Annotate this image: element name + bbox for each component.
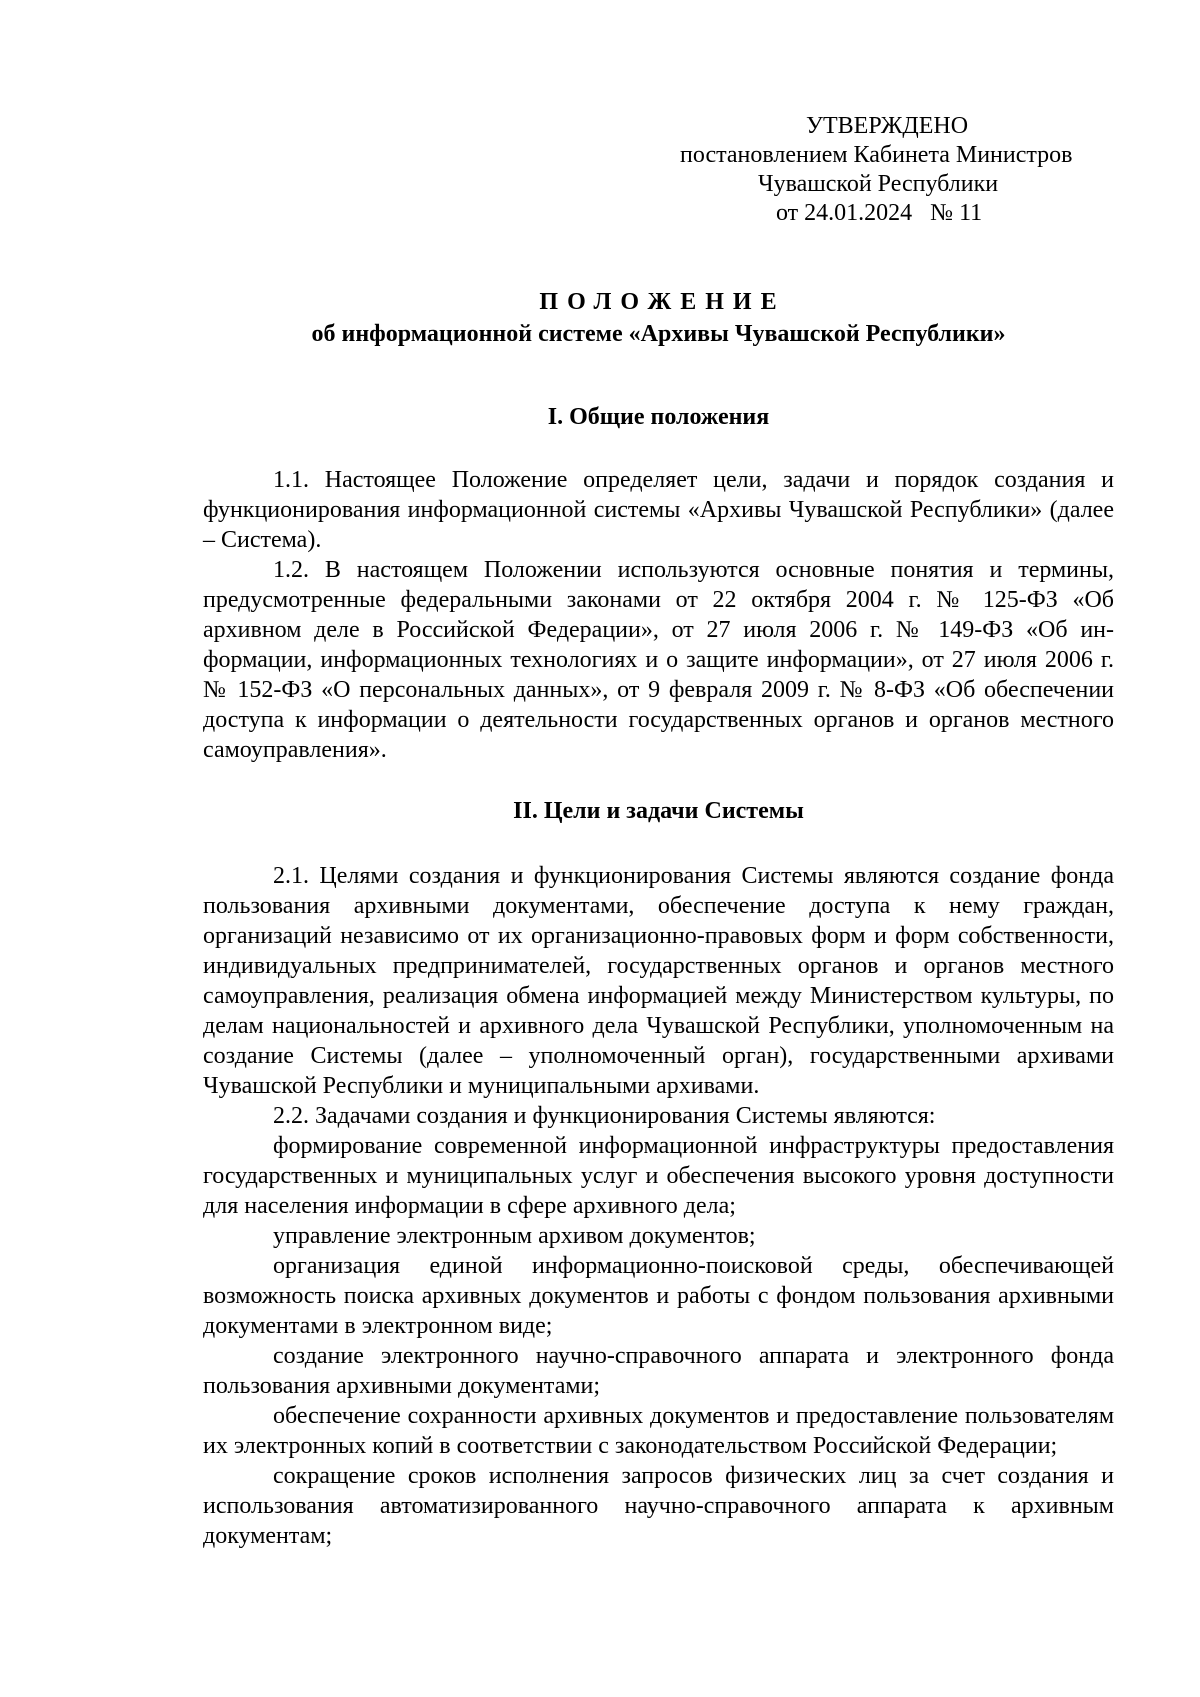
approval-authority: постановлением Кабинета Министров xyxy=(680,142,1073,168)
paragraph-1-1: 1.1. Настоящее Положение определяет цели, задачи и порядок создания и функционирования информационной системы «Архивы Чувашской Республики» (далее – Система). xyxy=(203,467,1114,553)
document-subtitle: об информационной системе «Архивы Чувашской Республики» xyxy=(311,321,1006,347)
paragraph-2-2: 2.2. Задачами создания и функционирования Системы являются: xyxy=(273,1103,936,1129)
approval-label: УТВЕРЖДЕНО xyxy=(806,113,969,139)
section-heading-general: I. Общие положения xyxy=(547,404,770,430)
task-item: формирование современной информационной инфраструктуры предоставления государственных и муниципальных услуг и обеспечения высокого уровня доступности для населения информации в сфере архивного дела; xyxy=(203,1133,1114,1219)
paragraph-1-2: 1.2. В настоящем Положении используются основные понятия и термины, предусмотренные федеральными законами от 22 октября 2004 г. № 125-ФЗ «Об архивном деле в Российской Федерации», от 27 июля 2006 г. № 149-ФЗ «Об информации, информационных технологиях и о защите информации», от 27 июля 2006 г. № 152-ФЗ «О персональных данных», от 9 февраля 2009 г. № 8-ФЗ «Об обеспечении доступа к информации о деятельности государственных органов и органов местного самоуправления». xyxy=(203,557,1114,763)
document-title-block xyxy=(203,287,1114,349)
task-item: управление электронным архивом документов; xyxy=(273,1223,756,1249)
task-item: организация единой информационно-поисковой среды, обеспечивающей возможность поиска архивных документов и работы с фондом пользования архивными документами в электронном виде; xyxy=(203,1253,1114,1339)
document-body xyxy=(203,402,1114,1551)
task-item: обеспечение сохранности архивных документов и предоставление пользователям их электронных копий в соответствии с законодательством Российской Федерации; xyxy=(203,1403,1114,1459)
approval-date-number: от 24.01.2024 № 11 xyxy=(776,200,983,226)
task-item: создание электронного научно-справочного аппарата и электронного фонда пользования архивными документами; xyxy=(203,1343,1114,1399)
section-heading-goals: II. Цели и задачи Системы xyxy=(513,798,804,824)
paragraph-2-1: 2.1. Целями создания и функционирования Системы являются создание фонда пользования архивными документами, обеспечение доступа к нему граждан, организаций независимо от их организационно-правовых форм и форм собственности, индивидуальных предпринимателей, государственных органов и органов местного самоуправления, реализация обмена информацией между Министерством культуры, по делам национальностей и архивного дела Чувашской Республики, уполномоченным на создание Системы (далее – уполномоченный орган), государственными архивами Чувашской Республики и муниципальными архивами. xyxy=(203,863,1114,1099)
task-item: сокращение сроков исполнения запросов физических лиц за счет создания и использования автоматизированного научно-справочного аппарата к архивным документам; xyxy=(203,1463,1114,1549)
approval-region: Чувашской Республики xyxy=(758,171,999,197)
approval-stamp xyxy=(680,112,1120,228)
document-title: ПОЛОЖЕНИЕ xyxy=(539,289,786,315)
